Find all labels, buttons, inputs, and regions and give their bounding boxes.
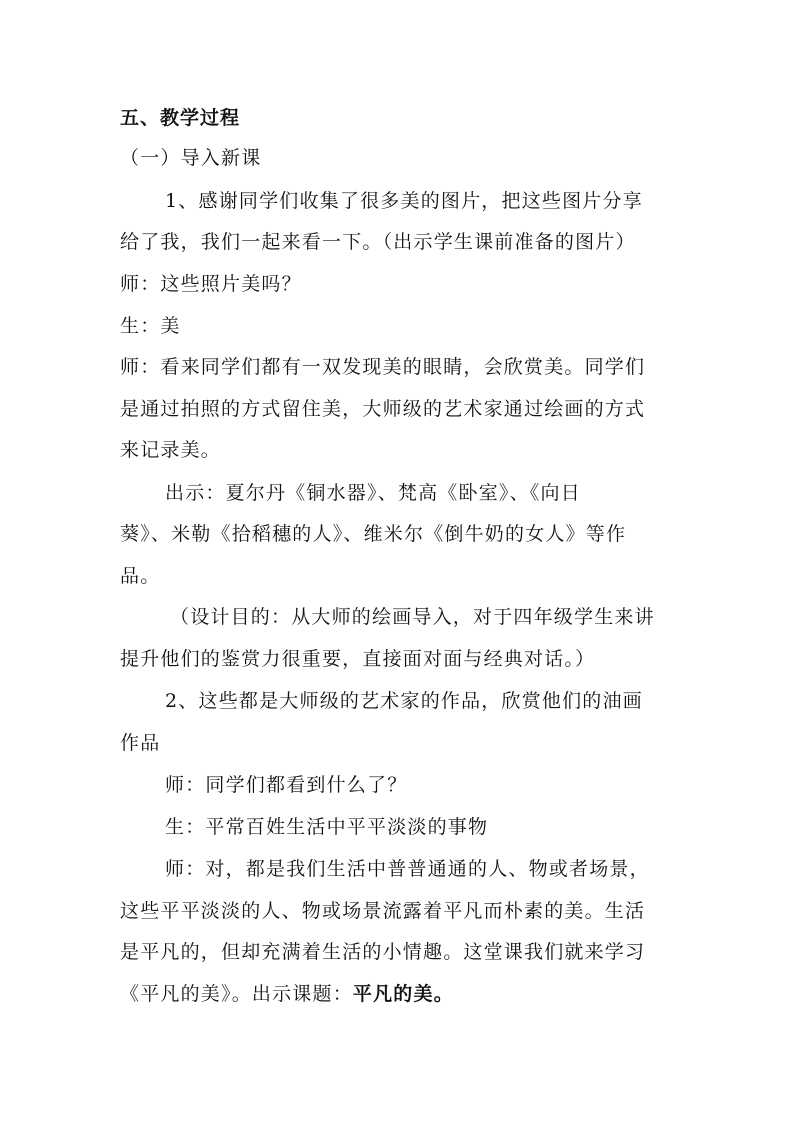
closing-sentence: 《平凡的美》。出示课题： xyxy=(120,983,353,1005)
dialogue-line: 师：对，都是我们生活中普普通通的人、物或者场景， xyxy=(165,858,650,880)
subsection-title: （一）导入新课 xyxy=(120,147,262,169)
paragraph-line: 给了我，我们一起来看一下。（出示学生课前准备的图片） xyxy=(120,231,636,253)
design-note-line: 提升他们的鉴赏力很重要，直接面对面与经典对话。） xyxy=(120,648,596,670)
paragraph-line: 是平凡的，但却充满着生活的小情趣。这堂课我们就来学习 xyxy=(120,941,646,963)
dialogue-line: 生：平常百姓生活中平平淡淡的事物 xyxy=(165,816,489,838)
paragraph-line: 作品 xyxy=(120,732,161,754)
dialogue-line: 师：这些照片美吗？ xyxy=(120,273,302,295)
dialogue-line: 师：同学们都看到什么了？ xyxy=(165,774,408,796)
paragraph-line: 是通过拍照的方式留住美，大师级的艺术家通过绘画的方式 xyxy=(120,398,646,420)
paragraph-line xyxy=(120,982,680,1006)
paragraph-line: 葵》、米勒《拾稻穗的人》、维米尔《倒牛奶的女人》等作 xyxy=(120,523,627,545)
lesson-topic: 平凡的美。 xyxy=(352,983,454,1005)
paragraph-line: 来记录美。 xyxy=(120,439,222,461)
paragraph-line: 这些平平淡淡的人、物或场景流露着平凡而朴素的美。生活 xyxy=(120,900,646,922)
design-note-line: （设计目的：从大师的绘画导入，对于四年级学生来讲 xyxy=(170,606,655,628)
paragraph-line: 出示：夏尔丹《铜水器》、梵高《卧室》、《向日 xyxy=(165,482,581,504)
dialogue-line: 师：看来同学们都有一双发现美的眼睛，会欣赏美。同学们 xyxy=(120,356,646,378)
dialogue-line: 生：美 xyxy=(120,315,181,337)
paragraph-line: 品。 xyxy=(120,565,161,587)
paragraph-line: 1、感谢同学们收集了很多美的图片，把这些图片分享 xyxy=(165,190,643,212)
paragraph-line: 2、这些都是大师级的艺术家的作品，欣赏他们的油画 xyxy=(165,690,643,712)
section-heading: 五、教学过程 xyxy=(120,107,241,129)
